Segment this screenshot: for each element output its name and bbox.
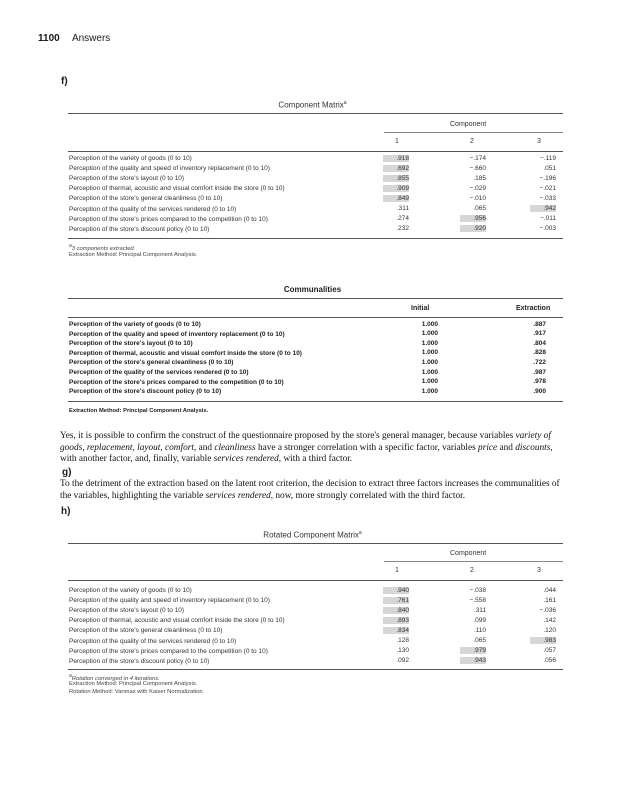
section-label-g: g)	[62, 467, 72, 478]
rotated-matrix-cell: .943	[460, 657, 486, 664]
rotated-matrix-row-label: Perception of the quality of the services rendered (0 to 10)	[69, 637, 237, 645]
section-title: Answers	[71, 33, 111, 44]
communalities-footnote-method: Extraction Method: Principal Component Analysis.	[69, 408, 209, 414]
rotated-matrix-row-label: Perception of the store's prices compared to the competition (0 to 10)	[69, 647, 268, 655]
component-matrix-cell: .065	[473, 205, 486, 212]
component-matrix-row-label: Perception of the store's discount policy (0 to 10)	[69, 225, 210, 233]
paragraph-g-text-2: , now, more strongly correlated with the third factor.	[270, 490, 466, 501]
rotated-matrix-cell: .110	[473, 626, 486, 634]
component-matrix-title-text: Component Matrix	[278, 100, 344, 110]
communalities-row-label: Perception of the variety of goods (0 to 10)	[69, 321, 201, 328]
page-header	[38, 33, 110, 44]
component-matrix-cell: .855	[383, 175, 409, 182]
rotated-matrix-title-text: Rotated Component Matrix	[263, 530, 359, 540]
rotated-matrix-cell: .057	[543, 647, 556, 655]
rotated-matrix-header-rule	[68, 580, 563, 581]
communalities-cell: 1.000	[421, 368, 438, 376]
component-matrix-row-label: Perception of the variety of goods (0 to 10)	[69, 155, 192, 162]
component-matrix-cell: .956	[460, 215, 486, 222]
communalities-top-rule	[68, 298, 563, 299]
component-matrix-cell: .311	[396, 205, 409, 212]
rotated-matrix-top-rule	[68, 543, 563, 544]
component-matrix-cell: .942	[530, 205, 556, 212]
rotated-matrix-cell: .130	[396, 647, 409, 655]
rotated-matrix-cell: .979	[460, 647, 486, 654]
section-label-h: h)	[61, 506, 71, 517]
communalities-row-label: Perception of the store's general cleanliness (0 to 10)	[69, 359, 234, 367]
component-matrix-cell: .849	[383, 195, 409, 202]
component-matrix-cell: −.119	[540, 154, 556, 162]
communalities-cell: .828	[533, 349, 546, 357]
component-matrix-cell: .232	[396, 225, 409, 233]
component-matrix-top-rule	[68, 113, 563, 114]
rotated-matrix-row-label: Perception of the store's general cleanliness (0 to 10)	[69, 627, 223, 635]
rotated-matrix-bottom-rule	[68, 669, 563, 670]
communalities-cell: .987	[533, 368, 546, 376]
component-matrix-cell: −.011	[540, 215, 556, 223]
rotated-matrix-cell: .940	[383, 587, 409, 594]
component-matrix-cell: .692	[383, 165, 409, 172]
communalities-cell: .887	[533, 320, 546, 328]
paragraph-f-text-3: have a stronger correlation with a specific factor, variables	[255, 442, 479, 453]
rotated-matrix-footnote-a: aRotation converged in 4 iterations.	[69, 673, 160, 682]
component-matrix-title-sup: a	[343, 100, 347, 106]
component-matrix-cell: −.660	[469, 164, 486, 172]
communalities-row-label: Perception of the store's layout (0 to 10)	[69, 340, 193, 348]
communalities-row-label: Perception of the store's discount policy (0 to 10)	[69, 388, 222, 396]
paragraph-f-italic-1: variety of goods, replacement, layout, comfort,	[60, 431, 551, 453]
paragraph-f-italic-2: cleanliness	[214, 442, 256, 453]
paragraph-g-italic-1: services rendered	[205, 490, 271, 501]
rotated-matrix-row-label: Perception of the variety of goods (0 to 10)	[69, 587, 192, 594]
communalities-row-label: Perception of the quality and speed of inventory replacement (0 to 10)	[69, 330, 285, 338]
component-matrix-col-1: 1	[395, 138, 399, 145]
communalities-cell: .978	[533, 378, 546, 386]
rotated-matrix-col-1: 1	[395, 567, 399, 574]
rotated-matrix-cell: .893	[383, 617, 409, 624]
component-matrix-col-2: 2	[470, 138, 474, 145]
rotated-matrix-footnote-a-text: Rotation converged in 4 iterations.	[71, 675, 160, 682]
communalities-cell: 1.000	[421, 330, 438, 338]
section-label-f: f)	[61, 76, 68, 87]
rotated-matrix-cell: .840	[383, 607, 409, 614]
component-matrix-cell: −.021	[539, 184, 556, 192]
rotated-matrix-cell: .142	[543, 616, 556, 624]
component-matrix-cell: .051	[543, 164, 556, 172]
rotated-matrix-row-label: Perception of thermal, acoustic and visual comfort inside the store (0 to 10)	[69, 617, 285, 625]
rotated-matrix-col-2: 2	[470, 567, 474, 574]
paragraph-g-text-1: To the detriment of the extraction based on the latent root criterion, the decision to extract three factors increases the communalities of the variables, highlighting the variable	[60, 479, 560, 501]
communalities-row-label: Perception of thermal, acoustic and visual comfort inside the store (0 to 10)	[69, 349, 302, 357]
rotated-matrix-cell: −.038	[469, 586, 486, 594]
rotated-matrix-row-label: Perception of the store's layout (0 to 10)	[69, 607, 185, 615]
rotated-matrix-cell: .761	[383, 597, 409, 604]
component-matrix-cell: .185	[473, 174, 486, 182]
component-matrix-cell: −.029	[469, 184, 486, 192]
communalities-cell: .804	[533, 339, 546, 347]
component-matrix-cell: −.174	[469, 154, 486, 162]
paragraph-f-text-2: and	[196, 442, 215, 453]
communalities-cell: 1.000	[421, 320, 438, 328]
rotated-matrix-row-label: Perception of the store's discount policy (0 to 10)	[69, 657, 210, 665]
component-matrix-group-rule	[384, 132, 563, 133]
component-matrix-cell: −.033	[539, 194, 556, 202]
paragraph-f-text-4: and	[497, 442, 516, 453]
rotated-matrix-cell: .099	[473, 616, 486, 624]
rotated-matrix-cell: .044	[543, 586, 556, 594]
rotated-matrix-col-3: 3	[537, 567, 541, 574]
communalities-cell: .722	[533, 358, 546, 366]
communalities-row-label: Perception of the quality of the services rendered (0 to 10)	[69, 369, 249, 376]
component-matrix-row-label: Perception of the store's layout (0 to 10)	[69, 175, 185, 183]
paragraph-f-text-5: , with another factor, and, finally, variable	[60, 442, 553, 464]
communalities-cell: 1.000	[421, 387, 438, 395]
communalities-title: Communalities	[283, 285, 342, 294]
communalities-cell: 1.000	[421, 339, 438, 347]
rotated-matrix-group-rule	[384, 561, 563, 562]
rotated-matrix-group-header: Component	[450, 550, 487, 557]
communalities-cell: 1.000	[421, 378, 438, 386]
paragraph-f-text-6: , with a third factor.	[278, 454, 353, 464]
rotated-matrix-cell: .834	[383, 627, 409, 634]
rotated-matrix-cell: .065	[473, 637, 486, 644]
communalities-col-extraction: Extraction	[516, 305, 551, 312]
component-matrix-cell: −.196	[539, 174, 556, 182]
component-matrix-row-label: Perception of the store's general cleanliness (0 to 10)	[69, 195, 223, 203]
component-matrix-cell: .274	[396, 215, 409, 223]
communalities-row-label: Perception of the store's prices compared to the competition (0 to 10)	[69, 378, 284, 386]
component-matrix-title	[0, 100, 625, 110]
paragraph-f-italic-5: services rendered	[213, 454, 279, 464]
rotated-matrix-cell: .056	[543, 657, 556, 665]
component-matrix-cell: −.010	[469, 194, 486, 202]
component-matrix-row-label: Perception of the quality and speed of inventory replacement (0 to 10)	[69, 165, 270, 173]
rotated-matrix-row-label: Perception of the quality and speed of inventory replacement (0 to 10)	[69, 597, 270, 605]
component-matrix-header-rule	[68, 151, 563, 152]
component-matrix-cell: .920	[460, 225, 486, 232]
communalities-cell: .917	[533, 330, 546, 338]
communalities-cell: 1.000	[421, 358, 438, 366]
rotated-matrix-footnote-rotation: Rotation Method: Varimax with Kaiser Normalization.	[69, 689, 205, 695]
page-number: 1100	[38, 33, 60, 44]
communalities-cell: .900	[533, 387, 546, 395]
component-matrix-row-label: Perception of thermal, acoustic and visual comfort inside the store (0 to 10)	[69, 185, 285, 193]
communalities-bottom-rule	[68, 401, 563, 402]
rotated-matrix-cell: .311	[473, 606, 486, 614]
rotated-matrix-cell: .120	[543, 626, 556, 634]
answer-paragraph-f	[60, 431, 570, 466]
paragraph-f-text-1: Yes, it is possible to confirm the construct of the questionnaire proposed by the store's general manager, because variables	[60, 431, 516, 441]
rotated-matrix-footnote-method: Extraction Method: Principal Component Analysis.	[69, 681, 198, 687]
paragraph-f-italic-3: price	[478, 442, 498, 453]
component-matrix-footnote-method: Extraction Method: Principal Component Analysis.	[69, 252, 198, 258]
communalities-header-rule	[68, 317, 563, 318]
communalities-cell: 1.000	[421, 349, 438, 357]
rotated-matrix-cell: −.558	[469, 596, 486, 604]
component-matrix-footnote-a: a3 components extracted.	[69, 243, 136, 252]
communalities-col-initial: Initial	[411, 305, 430, 312]
component-matrix-col-3: 3	[537, 138, 541, 145]
answer-paragraph-g	[60, 479, 570, 502]
component-matrix-row-label: Perception of the store's prices compared to the competition (0 to 10)	[69, 215, 268, 223]
component-matrix-row-label: Perception of the quality of the services rendered (0 to 10)	[69, 205, 237, 213]
component-matrix-footnote-a-text: 3 components extracted.	[71, 245, 136, 252]
component-matrix-cell: .909	[383, 185, 409, 192]
component-matrix-group-header: Component	[450, 121, 487, 128]
component-matrix-cell: .918	[383, 155, 409, 162]
rotated-matrix-title-sup: a	[358, 530, 362, 536]
rotated-matrix-cell: .983	[530, 637, 556, 644]
rotated-matrix-title	[0, 530, 625, 540]
rotated-matrix-cell: .161	[543, 596, 556, 604]
component-matrix-bottom-rule	[68, 238, 563, 239]
rotated-matrix-cell: .128	[396, 637, 409, 644]
component-matrix-cell: −.003	[539, 225, 556, 233]
rotated-matrix-cell: −.036	[539, 606, 556, 614]
paragraph-f-italic-4: discounts	[515, 442, 551, 453]
rotated-matrix-cell: .092	[396, 657, 409, 665]
